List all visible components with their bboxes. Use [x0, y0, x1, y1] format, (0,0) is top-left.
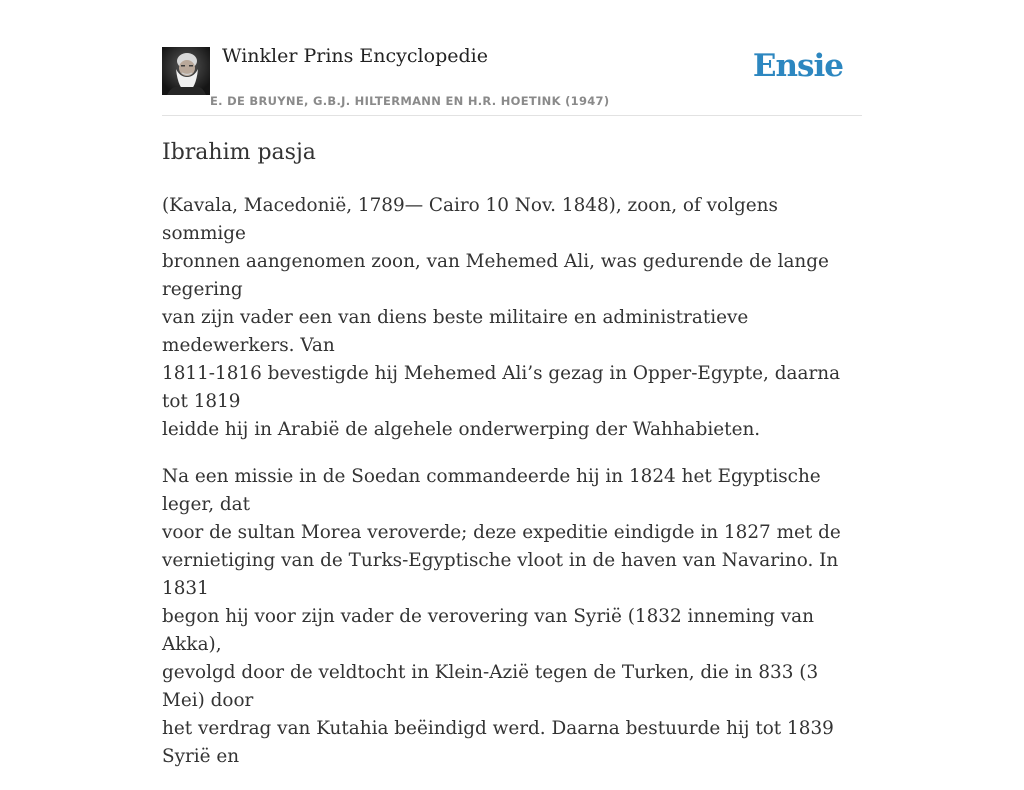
article-title: Ibrahim pasja	[162, 140, 316, 165]
bearded-man-portrait-icon	[162, 47, 210, 95]
article-paragraph	[162, 192, 862, 444]
text-line: gevolgd door de veldtocht in Klein-Azië tegen de Turken, die in 833 (3 Mei) door	[162, 662, 819, 711]
text-line: (Kavala, Macedonië, 1789— Cairo 10 Nov. 1848), zoon, of volgens sommige	[162, 195, 778, 244]
text-line: leidde hij in Arabië de algehele onderwerping der Wahhabieten.	[162, 419, 761, 440]
text-line: voor de sultan Morea veroverde; deze expeditie eindigde in 1827 met de	[162, 522, 841, 543]
page	[162, 0, 862, 767]
text-line: begon hij voor zijn vader de verovering van Syrië (1832 inneming van Akka),	[162, 606, 814, 655]
text-line: van zijn vader een van diens beste militaire en administratieve medewerkers. Van	[162, 307, 749, 356]
authors-credit: E. DE BRUYNE, G.B.J. HILTERMANN EN H.R. HOETINK (1947)	[210, 94, 610, 108]
text-line: het verdrag van Kutahia beëindigd werd. Daarna bestuurde hij tot 1839 Syrië en	[162, 718, 834, 767]
site-title[interactable]: Winkler Prins Encyclopedie	[222, 45, 488, 67]
article-paragraph	[162, 463, 862, 771]
site-header	[162, 0, 862, 116]
author-avatar	[162, 47, 210, 95]
text-line: vernietiging van de Turks-Egyptische vloot in de haven van Navarino. In 1831	[162, 550, 839, 599]
text-line: 1811-1816 bevestigde hij Mehemed Ali’s gezag in Opper-Egypte, daarna tot 1819	[162, 363, 841, 412]
text-line: bronnen aangenomen zoon, van Mehemed Ali, was gedurende de lange regering	[162, 251, 829, 300]
brand-logo[interactable]: Ensie	[752, 48, 843, 84]
article-body	[162, 192, 862, 790]
text-line: Na een missie in de Soedan commandeerde hij in 1824 het Egyptische leger, dat	[162, 466, 821, 515]
